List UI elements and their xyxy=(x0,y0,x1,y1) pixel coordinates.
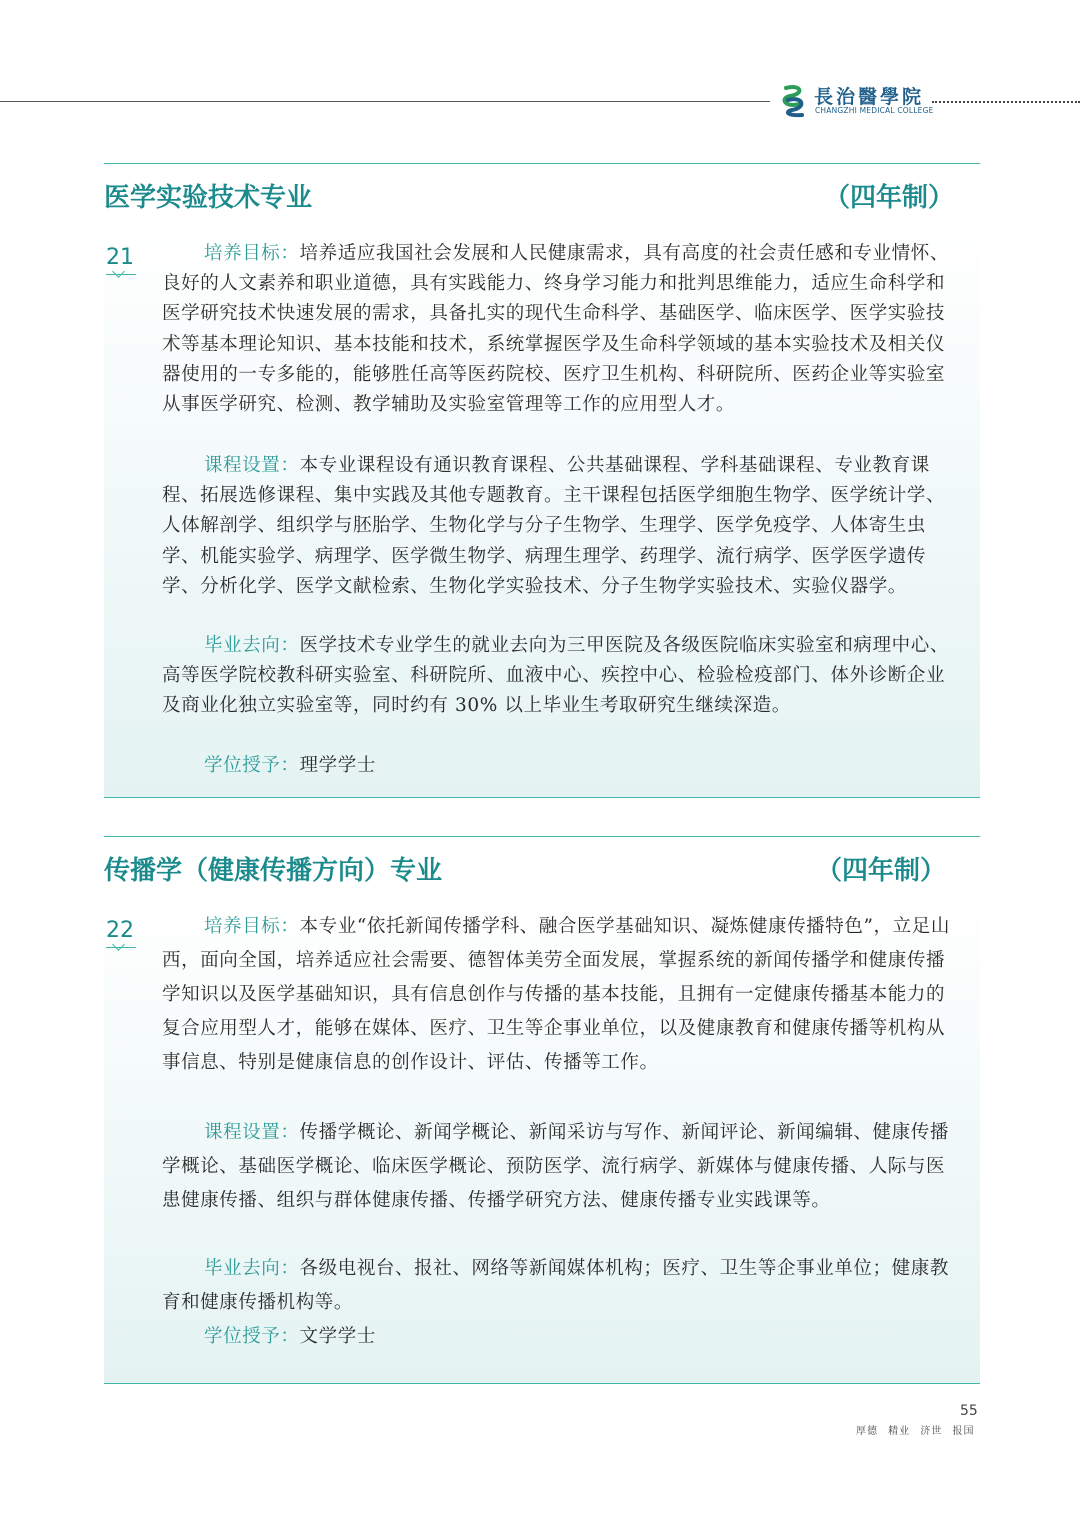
paragraph-label: 培养目标： xyxy=(204,243,300,264)
paragraph-degree xyxy=(162,1320,952,1354)
page-number: 55 xyxy=(960,1403,978,1419)
header-rule xyxy=(0,101,770,102)
paragraph-text: 传播学概论、新闻学概论、新闻采访与写作、新闻评论、新闻编辑、健康传播学概论、基础医学概论、临床医学概论、预防医学、流行病学、新媒体与健康传播、人际与医患健康传播、组织与群体健康传播、传播学研究方法、健康传播专业实践课等。 xyxy=(162,1122,949,1211)
paragraph-career xyxy=(162,1252,952,1320)
paragraph-career xyxy=(162,631,952,722)
section-content-box xyxy=(104,229,980,798)
paragraph-text: 本专业“依托新闻传播学科、融合医学基础知识、凝炼健康传播特色”，立足山西，面向全国，培养适应社会需要、德智体美劳全面发展，掌握系统的新闻传播学和健康传播学知识以及医学基础知识，具有信息创作与传播的基本技能，且拥有一定健康传播基本能力的复合应用型人才，能够在媒体、医疗、卫生等企事业单位，以及健康教育和健康传播等机构从事信息、特别是健康信息的创作设计、评估、传播等工作。 xyxy=(162,916,950,1073)
major-section-22 xyxy=(104,836,980,1385)
section-top-rule xyxy=(104,163,980,164)
major-title: 医学实验技术专业 xyxy=(104,183,313,213)
paragraph-text: 本专业课程设有通识教育课程、公共基础课程、学科基础课程、专业教育课程、拓展选修课程、集中实践及其他专题教育。主干课程包括医学细胞生物学、医学统计学、人体解剖学、组织学与胚胎学、生物化学与分子生物学、生理学、医学免疫学、人体寄生虫学、机能实验学、病理学、医学微生物学、病理生理学、药理学、流行病学、医学医学遗传学、分析化学、医学文献检索、生物化学实验技术、分子生物学实验技术、实验仪器学。 xyxy=(162,455,946,597)
paragraph-text: 医学技术专业学生的就业去向为三甲医院及各级医院临床实验室和病理中心、高等医学院校教科研实验室、科研院所、血液中心、疾控中心、检验检疫部门、体外诊断企业及商业化独立实验室等，同时约有 30% 以上毕业生考取研究生继续深造。 xyxy=(162,635,949,717)
paragraph-training-goal xyxy=(162,239,952,420)
paragraph-text: 各级电视台、报社、网络等新闻媒体机构；医疗、卫生等企事业单位；健康教育和健康传播机构等。 xyxy=(162,1258,949,1313)
paragraph-curriculum xyxy=(162,451,952,602)
paragraph-label: 学位授予： xyxy=(204,1326,300,1347)
paragraph-label: 课程设置： xyxy=(204,455,300,476)
section-number: 21 xyxy=(106,245,134,270)
paragraph-label: 毕业去向： xyxy=(204,635,300,656)
section-top-rule xyxy=(104,836,980,837)
section-content-box xyxy=(104,902,980,1384)
paragraph-label: 培养目标： xyxy=(204,916,300,937)
paragraph-text: 文学学士 xyxy=(299,1326,376,1347)
major-title: 传播学（健康传播方向）专业 xyxy=(104,856,443,886)
program-duration: （四年制） xyxy=(823,183,954,213)
section-number: 22 xyxy=(106,918,134,943)
paragraph-training-goal xyxy=(162,910,952,1080)
school-motto: 厚德 精业 济世 报国 xyxy=(856,1426,975,1437)
major-section-21 xyxy=(104,163,980,799)
school-logo xyxy=(782,82,934,120)
paragraph-degree xyxy=(162,751,952,781)
paragraph-text: 理学学士 xyxy=(299,755,376,776)
paragraph-label: 课程设置： xyxy=(204,1122,300,1143)
paragraph-label: 学位授予： xyxy=(204,755,300,776)
college-emblem-icon xyxy=(782,82,808,118)
paragraph-label: 毕业去向： xyxy=(204,1258,300,1279)
paragraph-curriculum xyxy=(162,1116,952,1218)
school-name-en: CHANGZHI MEDICAL COLLEGE xyxy=(815,106,934,115)
program-duration: （四年制） xyxy=(815,856,946,886)
school-name-cn: 長治醫學院 xyxy=(814,86,925,108)
header-dotted-rule xyxy=(932,101,1080,103)
paragraph-text: 培养适应我国社会发展和人民健康需求，具有高度的社会责任感和专业情怀、良好的人文素养和职业道德，具有实践能力、终身学习能力和批判思维能力，适应生命科学和医学研究技术快速发展的需求，具备扎实的现代生命科学、基础医学、临床医学、医学实验技术等基本理论知识、基本技能和技术，系统掌握医学及生命科学领域的基本实验技术及相关仪器使用的一专多能的，能够胜任高等医药院校、医疗卫生机构、科研院所、医药企业等实验室从事医学研究、检测、教学辅助及实验室管理等工作的应用型人才。 xyxy=(162,243,949,416)
